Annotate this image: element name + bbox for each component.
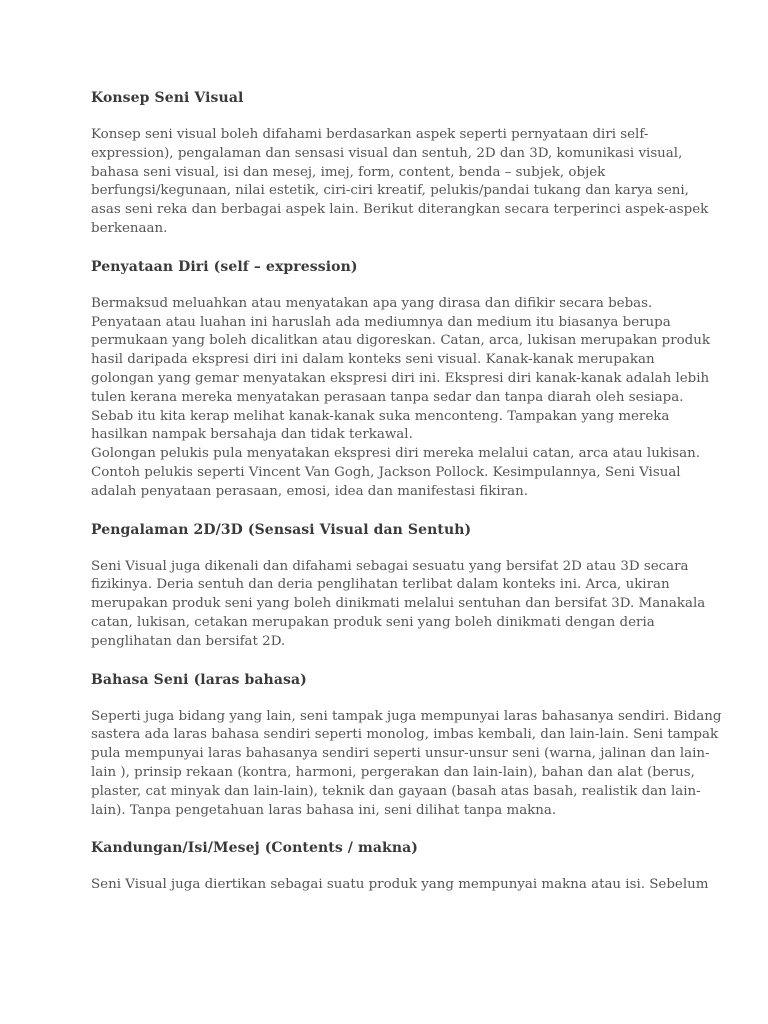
paragraph-line: Seperti juga bidang yang lain, seni tampak juga mempunyai laras bahasanya sendiri. Bidang — [91, 708, 722, 724]
section-heading: Kandungan/Isi/Mesej (Contents / makna) — [91, 840, 419, 857]
section-paragraph — [91, 708, 722, 821]
paragraph-line: Bermaksud meluahkan atau menyatakan apa yang dirasa dan difikir secara bebas. — [91, 295, 653, 311]
section-paragraph — [91, 558, 706, 652]
section-kandungan-isi-mesej — [91, 838, 709, 895]
paragraph-line: asas seni reka dan berbagai aspek lain. Berikut diterangkan secara terperinci aspek-aspek — [91, 202, 709, 218]
section-konsep-seni-visual — [91, 88, 709, 257]
paragraph-line: merupakan produk seni yang boleh dinikmati melalui sentuhan dan bersifat 3D. Manakala — [91, 596, 706, 612]
paragraph-line: Contoh pelukis seperti Vincent Van Gogh, Jackson Pollock. Kesimpulannya, Seni Visual — [91, 464, 681, 480]
paragraph-line: golongan yang gemar menyatakan ekspresi diri ini. Ekspresi diri kanak-kanak adalah lebih — [91, 370, 710, 386]
paragraph-line: catan, lukisan, cetakan merupakan produk seni yang boleh dinikmati dengan deria — [91, 614, 655, 630]
paragraph-line: permukaan yang boleh dicalitkan atau digoreskan. Catan, arca, lukisan merupakan produk — [91, 333, 710, 349]
paragraph-line: fizikinya. Deria sentuh dan deria penglihatan terlibat dalam konteks ini. Arca, ukiran — [91, 577, 670, 593]
paragraph-line: Sebab itu kita kerap melihat kanak-kanak suka menconteng. Tampakan yang mereka — [91, 408, 670, 424]
paragraph-line: pula mempunyai laras bahasanya sendiri seperti unsur-unsur seni (warna, jalinan dan lain- — [91, 746, 710, 762]
section-pengalaman-2d-3d — [91, 520, 706, 670]
section-heading: Bahasa Seni (laras bahasa) — [91, 671, 307, 688]
paragraph-line: tulen kerana mereka menyatakan perasaan tanpa sedar dan tanpa diarah oleh sesiapa. — [91, 389, 684, 405]
paragraph-line: bahasa seni visual, isi dan mesej, imej, form, content, benda – subjek, objek — [91, 164, 606, 180]
paragraph-line: lain ), prinsip rekaan (kontra, harmoni, pergerakan dan lain-lain), bahan dan alat (berus, — [91, 764, 695, 780]
paragraph-line: hasilkan nampak bersahaja dan tidak terkawal. — [91, 427, 413, 443]
paragraph-line: lain). Tanpa pengetahuan laras bahasa ini, seni dilihat tanpa makna. — [91, 802, 557, 818]
paragraph-line: berfungsi/kegunaan, nilai estetik, ciri-ciri kreatif, pelukis/pandai tukang dan karya seni, — [91, 183, 689, 199]
paragraph-line: expression), pengalaman dan sensasi visual dan sentuh, 2D dan 3D, komunikasi visual, — [91, 145, 683, 161]
paragraph-line: Konsep seni visual boleh difahami berdasarkan aspek seperti pernyataan diri self- — [91, 127, 649, 142]
paragraph-line: hasil daripada ekspresi diri ini dalam konteks seni visual. Kanak-kanak merupakan — [91, 352, 655, 368]
section-heading: Konsep Seni Visual — [91, 90, 244, 106]
paragraph-line: Seni Visual juga dikenali dan difahami sebagai sesuatu yang bersifat 2D atau 3D secara — [91, 558, 689, 574]
section-bahasa-seni — [91, 670, 722, 839]
section-heading: Penyataan Diri (self – expression) — [91, 258, 358, 275]
paragraph-line: adalah penyataan perasaan, emosi, idea dan manifestasi fikiran. — [91, 483, 528, 499]
paragraph-line: Seni Visual juga diertikan sebagai suatu produk yang mempunyai makna atau isi. Sebelum — [91, 877, 709, 893]
paragraph-line: plaster, cat minyak dan lain-lain), teknik dan gayaan (basah atas basah, realistik dan lain- — [91, 783, 701, 799]
paragraph-line: penglihatan dan bersifat 2D. — [91, 633, 286, 649]
paragraph-line: berkenaan. — [91, 220, 168, 236]
section-paragraph — [91, 876, 709, 895]
section-penyataan-diri — [91, 257, 710, 520]
section-paragraph — [91, 295, 710, 502]
paragraph-line: Golongan pelukis pula menyatakan ekspresi diri mereka melalui catan, arca atau lukisan. — [91, 446, 700, 462]
section-heading: Pengalaman 2D/3D (Sensasi Visual dan Sentuh) — [91, 521, 472, 538]
paragraph-line: sastera ada laras bahasa sendiri seperti monolog, imbas kembali, dan lain-lain. Seni tampak — [91, 727, 719, 743]
document-page — [91, 88, 722, 895]
paragraph-line: Penyataan atau luahan ini haruslah ada mediumnya dan medium itu biasanya berupa — [91, 314, 671, 330]
section-paragraph — [91, 126, 709, 239]
